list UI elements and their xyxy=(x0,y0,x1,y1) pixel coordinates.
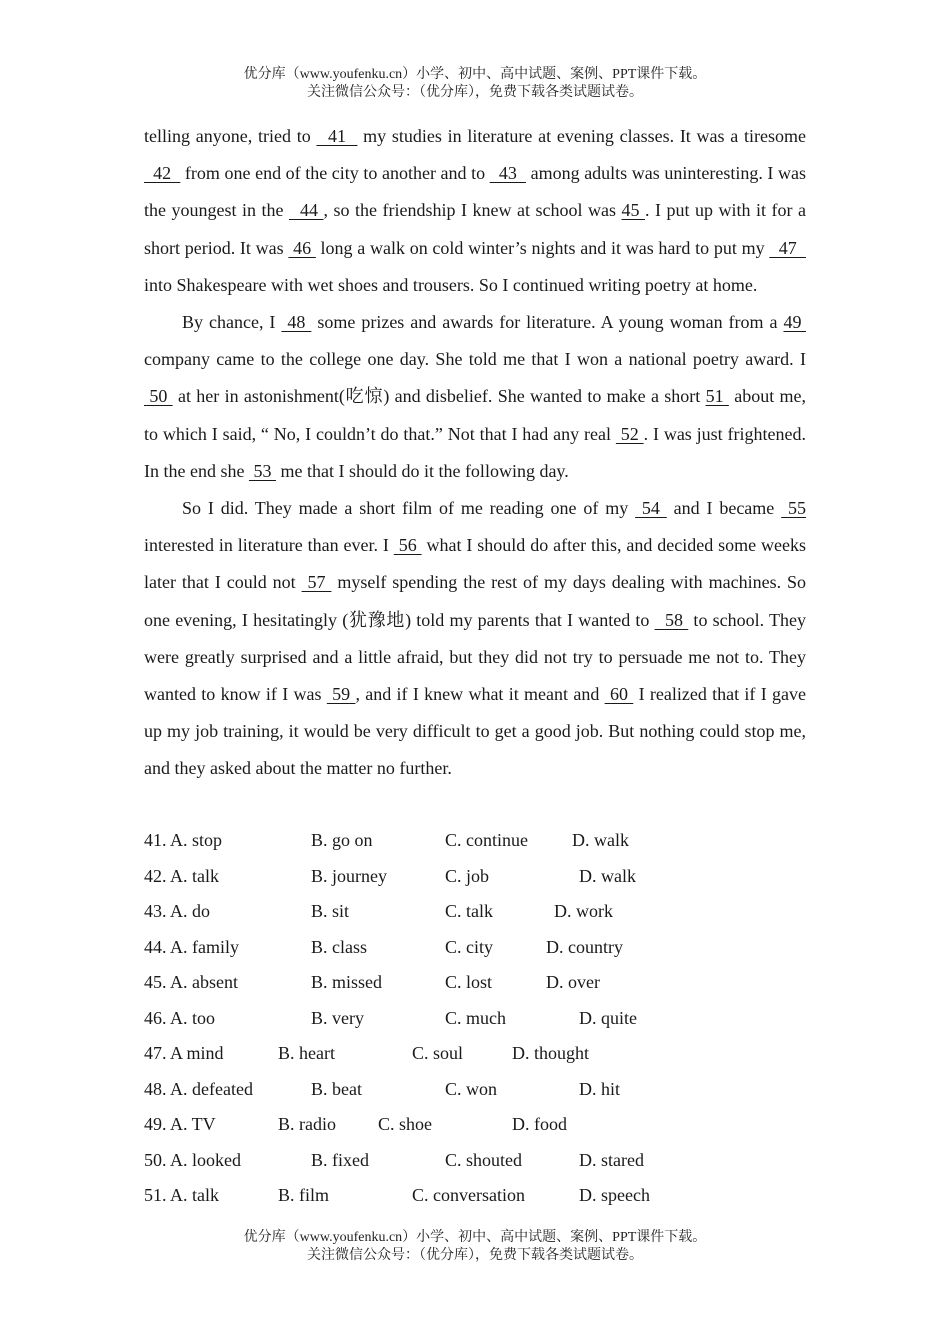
blank-42: 42 xyxy=(144,163,181,184)
passage-text: among adults was uninteresting. I was the youngest in the xyxy=(144,163,806,221)
blank-46: 46 xyxy=(288,237,316,258)
passage-text: from one end of the city to another and to xyxy=(180,163,490,184)
blank-58: 58 xyxy=(654,609,689,630)
option-a: 44. A. family xyxy=(144,936,239,957)
passage-text: . I put up with it for a short period. It was xyxy=(144,200,807,258)
blank-60: 60 xyxy=(604,684,634,705)
blank-54: 54 xyxy=(635,498,667,519)
option-a: 50. A. looked xyxy=(144,1149,241,1170)
header-line-1: 优分库（www.youfenku.cn）小学、初中、高中试题、案例、PPT课件下载。 xyxy=(243,67,707,82)
option-c: C. soul xyxy=(412,1043,464,1063)
option-d: D. country xyxy=(546,936,623,957)
option-a: 43. A. do xyxy=(144,901,211,921)
option-row-42 xyxy=(144,859,806,895)
blank-43: 43 xyxy=(489,163,527,184)
blank-49: 49 xyxy=(783,312,807,333)
option-a: 41. A. stop xyxy=(144,830,223,850)
cloze-passage xyxy=(144,118,806,788)
option-b: B. very xyxy=(311,1007,364,1028)
option-row-46 xyxy=(144,1001,806,1037)
option-d: D. hit xyxy=(579,1078,621,1099)
blank-44: 44 xyxy=(289,200,324,221)
blank-57: 57 xyxy=(301,572,332,593)
passage-text: what I should do after this, and decided some weeks later that I could not xyxy=(144,535,807,593)
option-c: C. lost xyxy=(445,972,493,992)
option-a: 42. A. talk xyxy=(144,865,219,886)
passage-text: some prizes and awards for literature. A young woman from a xyxy=(311,312,784,333)
option-d: D. over xyxy=(546,972,600,992)
passage-text: By chance, I xyxy=(182,312,282,333)
option-a: 48. A. defeated xyxy=(144,1078,253,1099)
option-c: C. shoe xyxy=(378,1114,432,1134)
footer-line-1: 优分库（www.youfenku.cn）小学、初中、高中试题、案例、PPT课件下载。 xyxy=(243,1230,707,1245)
page-footer xyxy=(0,1229,950,1265)
option-d: D. thought xyxy=(512,1043,590,1063)
option-row-51 xyxy=(144,1178,806,1214)
option-c: C. much xyxy=(445,1007,506,1028)
option-row-47 xyxy=(144,1036,806,1072)
option-row-48 xyxy=(144,1072,806,1108)
passage-text: long a walk on cold winter’s nights and it was hard to put my xyxy=(315,237,770,258)
option-row-43 xyxy=(144,894,806,930)
option-d: D. walk xyxy=(579,865,636,886)
paragraph-3 xyxy=(144,490,806,788)
option-a: 49. A. TV xyxy=(144,1114,216,1134)
option-b: B. film xyxy=(278,1185,330,1205)
option-c: C. conversation xyxy=(412,1185,525,1205)
option-c: C. continue xyxy=(445,830,528,850)
passage-text: into Shakespeare with wet shoes and trousers. So I continued writing poetry at home. xyxy=(144,274,758,295)
paragraph-1 xyxy=(144,118,806,304)
blank-41: 41 xyxy=(316,126,358,146)
option-a: 46. A. too xyxy=(144,1007,216,1028)
option-b: B. class xyxy=(311,936,367,957)
blank-50: 50 xyxy=(144,386,173,407)
option-d: D. work xyxy=(554,901,613,921)
passage-text: I realized that if I gave up my job training, it would be very difficult to get a good job. But nothing could stop me, and they asked about the matter no further. xyxy=(144,684,807,779)
option-d: D. stared xyxy=(579,1149,644,1170)
option-b: B. journey xyxy=(311,865,387,886)
header-line-2: 关注微信公众号：（优分库），免费下载各类试题试卷。 xyxy=(307,85,643,100)
option-b: B. missed xyxy=(311,972,383,992)
option-row-41 xyxy=(144,823,806,859)
passage-text: about me, to which I said, “ No, I couldn’t do that.” Not that I had any real xyxy=(144,386,807,444)
option-row-49 xyxy=(144,1107,806,1143)
blank-51: 51 xyxy=(705,386,729,407)
answer-options xyxy=(144,823,806,1214)
option-c: C. won xyxy=(445,1078,498,1099)
paragraph-2 xyxy=(144,304,806,490)
option-b: B. sit xyxy=(311,901,350,921)
passage-text: So I did. They made a short film of me reading one of my xyxy=(182,498,636,519)
option-a: 45. A. absent xyxy=(144,972,238,992)
passage-text: to school. They were greatly surprised and a little afraid, but they did not try to persuade me not to. They wanted to know if I was xyxy=(144,609,806,705)
blank-47: 47 xyxy=(769,237,806,258)
option-b: B. go on xyxy=(311,830,373,850)
blank-45: 45 xyxy=(621,200,646,221)
option-c: C. talk xyxy=(445,901,493,921)
option-d: D. speech xyxy=(579,1185,650,1205)
blank-53: 53 xyxy=(248,460,276,481)
blank-52: 52 xyxy=(615,423,644,444)
passage-text: myself spending the rest of my days dealing with machines. So one evening, I hesitatingly (犹豫地) told my parents that I wanted to xyxy=(144,572,807,630)
option-b: B. beat xyxy=(311,1078,362,1099)
option-d: D. food xyxy=(512,1114,567,1134)
passage-text: my studies in literature at evening classes. It was a tiresome xyxy=(357,126,807,146)
option-c: C. city xyxy=(445,936,493,957)
passage-text: , and if I knew what it meant and xyxy=(355,684,605,705)
blank-56: 56 xyxy=(393,535,422,556)
option-b: B. fixed xyxy=(311,1149,369,1170)
option-c: C. job xyxy=(445,865,490,886)
passage-text: at her in astonishment(吃惊) and disbelief. She wanted to make a short xyxy=(172,386,706,407)
option-d: D. walk xyxy=(572,830,629,850)
option-c: C. shouted xyxy=(445,1149,523,1170)
passage-text: interested in literature than ever. I xyxy=(144,535,394,556)
option-row-44 xyxy=(144,930,806,966)
blank-59: 59 xyxy=(326,684,356,705)
passage-text: company came to the college one day. She told me that I won a national poetry award. I xyxy=(144,349,806,370)
option-b: B. heart xyxy=(278,1043,335,1063)
option-row-45 xyxy=(144,965,806,1001)
option-b: B. radio xyxy=(278,1114,336,1134)
option-row-50 xyxy=(144,1143,806,1179)
blank-48: 48 xyxy=(281,312,312,333)
option-a: 47. A mind xyxy=(144,1043,224,1063)
passage-text: me that I should do it the following day. xyxy=(275,460,569,481)
passage-text: telling anyone, tried to xyxy=(144,126,317,146)
passage-text: . I was just frightened. In the end she xyxy=(144,423,807,481)
option-a: 51. A. talk xyxy=(144,1185,219,1205)
passage-text: , so the friendship I knew at school was xyxy=(323,200,622,221)
page-header xyxy=(0,66,950,102)
passage-text: and I became xyxy=(666,498,782,519)
option-d: D. quite xyxy=(579,1007,637,1028)
blank-55: 55 xyxy=(781,498,807,519)
footer-line-2: 关注微信公众号：（优分库），免费下载各类试题试卷。 xyxy=(307,1248,643,1263)
